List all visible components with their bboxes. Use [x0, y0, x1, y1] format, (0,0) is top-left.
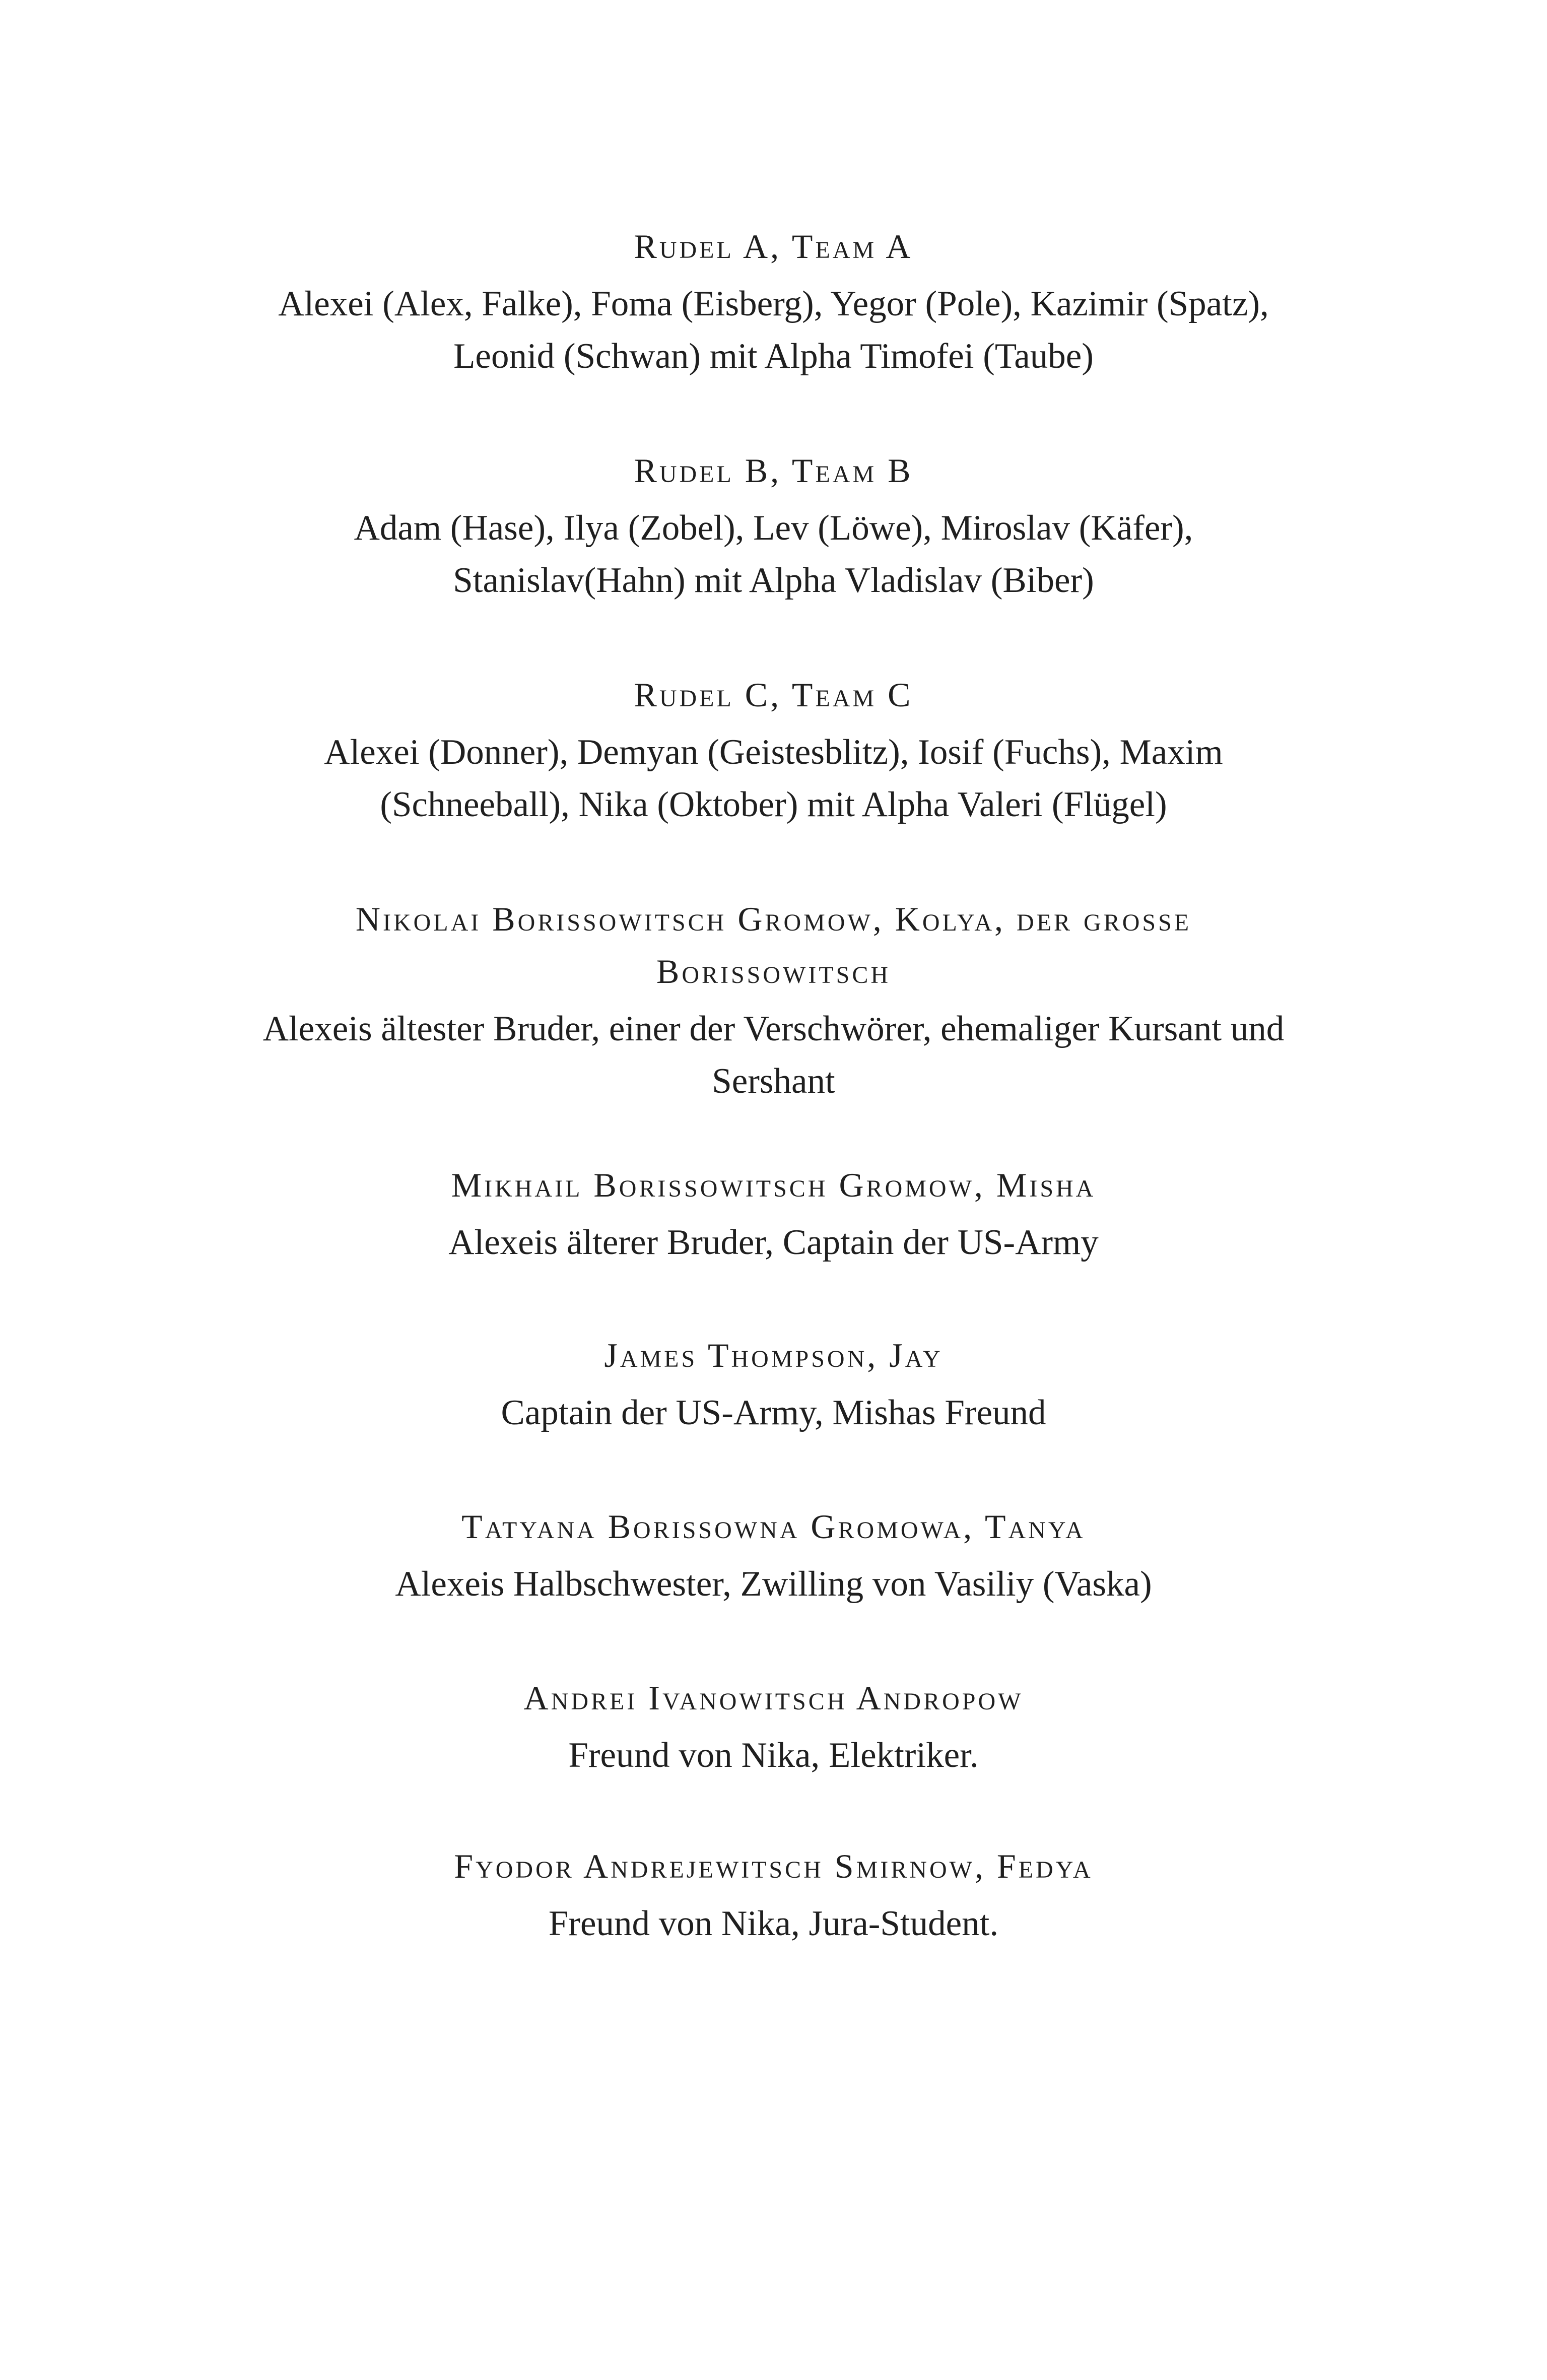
description-line: Freund von Nika, Elektriker. — [568, 1736, 979, 1775]
description-line: Alexeis ältester Bruder, einer der Verschwörer, ehemaliger Kursant und — [262, 1009, 1285, 1048]
description-line: Leonid (Schwan) mit Alpha Timofei (Taube) — [453, 337, 1094, 376]
entry-rudel-c — [0, 669, 1547, 831]
entry-description — [260, 1003, 1288, 1107]
description-line: Adam (Hase), Ilya (Zobel), Lev (Löwe), Miroslav (Käfer), — [354, 508, 1193, 548]
description-line: Sershant — [712, 1062, 835, 1101]
entry-andrei — [0, 1672, 1547, 1781]
description-line: Alexei (Donner), Demyan (Geistesblitz), Iosif (Fuchs), Maxim — [324, 733, 1223, 772]
entry-description — [260, 1558, 1288, 1610]
description-line: Alexei (Alex, Falke), Foma (Eisberg), Yegor (Pole), Kazimir (Spatz), — [278, 284, 1269, 323]
description-line: (Schneeball), Nika (Oktober) mit Alpha Valeri (Flügel) — [380, 785, 1167, 824]
entry-mikhail — [0, 1159, 1547, 1269]
entry-heading: Mikhail Borissowitsch Gromow, Misha — [451, 1166, 1096, 1204]
entry-heading: Fyodor Andrejewitsch Smirnow, Fedya — [454, 1847, 1093, 1885]
entry-description — [260, 1729, 1288, 1781]
description-line: Alexeis älterer Bruder, Captain der US-Army — [448, 1223, 1099, 1262]
description-line: Alexeis Halbschwester, Zwilling von Vasiliy (Vaska) — [395, 1564, 1152, 1604]
description-line: Captain der US-Army, Mishas Freund — [501, 1393, 1046, 1432]
description-line: Freund von Nika, Jura-Student. — [548, 1904, 999, 1943]
entry-james — [0, 1329, 1547, 1439]
entry-fyodor — [0, 1840, 1547, 1950]
entry-heading: Nikolai Borissowitsch Gromow, Kolya, der grosse — [355, 900, 1192, 938]
entry-heading: James Thompson, Jay — [604, 1336, 943, 1374]
entry-heading: Borissowitsch — [656, 952, 891, 990]
description-line: Stanislav(Hahn) mit Alpha Vladislav (Biber) — [453, 561, 1094, 600]
entry-description — [260, 726, 1288, 831]
entry-heading: Rudel C, Team C — [634, 676, 913, 714]
entry-rudel-a — [0, 220, 1547, 382]
entry-heading: Rudel A, Team A — [634, 227, 913, 266]
entry-heading: Rudel B, Team B — [634, 451, 913, 490]
entry-description — [260, 1386, 1288, 1439]
entry-description — [260, 1897, 1288, 1950]
entry-heading: Andrei Ivanowitsch Andropow — [523, 1679, 1024, 1717]
entry-tatyana — [0, 1500, 1547, 1610]
entry-description — [260, 1216, 1288, 1269]
entry-heading: Tatyana Borissowna Gromowa, Tanya — [461, 1507, 1086, 1546]
entry-rudel-b — [0, 444, 1547, 607]
entry-description — [260, 278, 1288, 382]
entry-nikolai — [0, 893, 1547, 1107]
entry-description — [260, 502, 1288, 607]
